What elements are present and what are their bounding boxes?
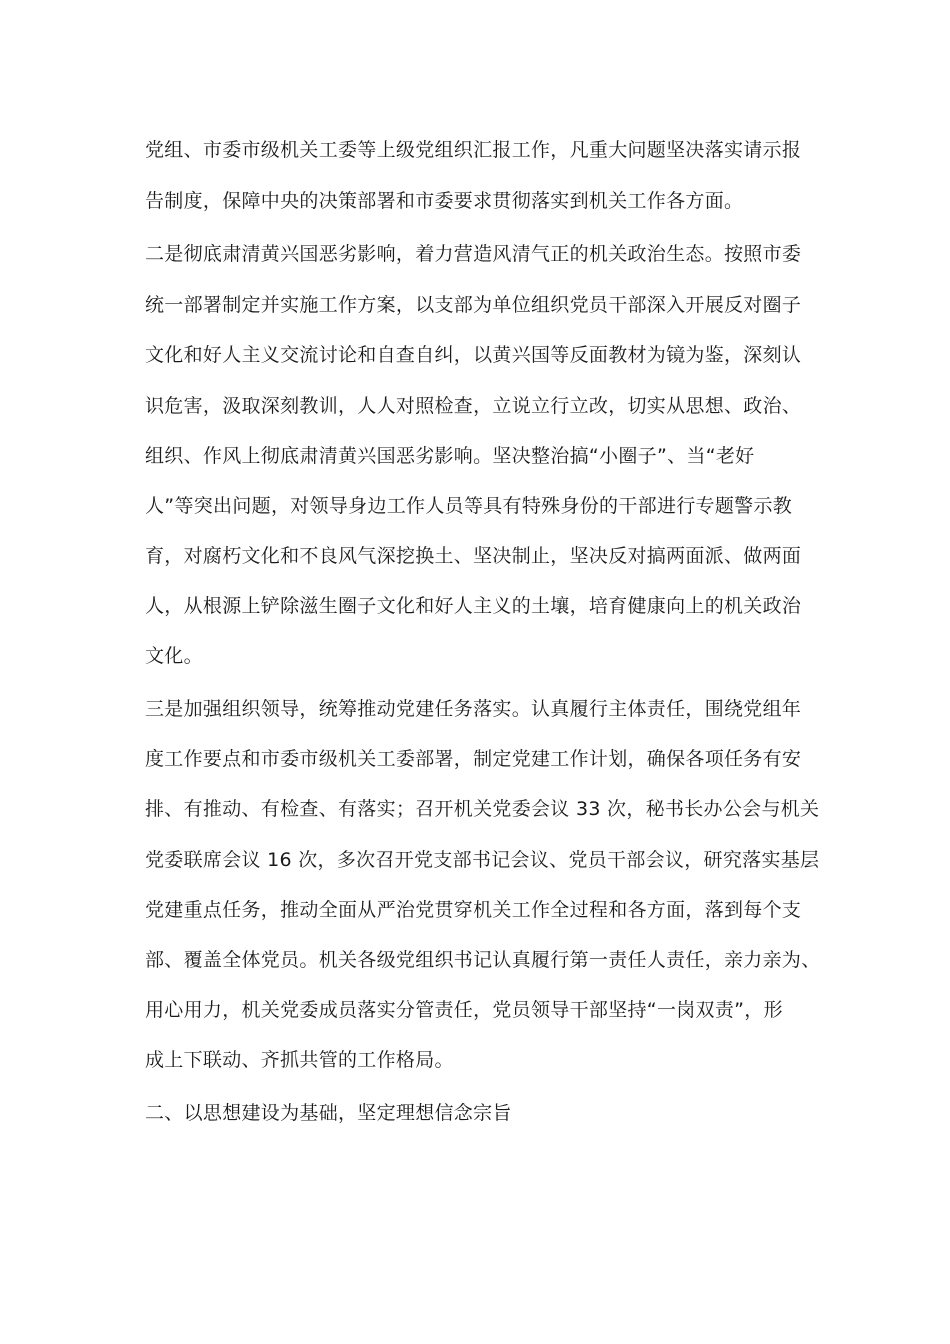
text-line: 成上下联动、齐抓共管的工作格局。 (145, 1049, 454, 1071)
text-line: 文化。 (145, 645, 203, 667)
text-line: 用心用力，机关党委成员落实分管责任，党员领导干部坚持“一岗双责”，形 (145, 999, 783, 1021)
text-line: 党组、市委市级机关工委等上级党组织汇报工作，凡重大问题坚决落实请示报 (145, 139, 802, 161)
section-heading: 二、以思想建设为基础，坚定理想信念宗旨 (145, 1102, 512, 1124)
text-line: 度工作要点和市委市级机关工委部署，制定党建工作计划，确保各项任务有安 (145, 748, 802, 770)
text-line: 党建重点任务，推动全面从严治党贯穿机关工作全过程和各方面，落到每个支 (145, 899, 802, 921)
text-line: 党委联席会议 16 次，多次召开党支部书记会议、党员干部会议，研究落实基层 (145, 849, 820, 871)
text-line: 二是彻底肃清黄兴国恶劣影响，着力营造风清气正的机关政治生态。按照市委 (145, 243, 802, 265)
text-line: 育，对腐朽文化和不良风气深挖换土、坚决制止，坚决反对搞两面派、做两面 (145, 545, 802, 567)
text-line: 部、覆盖全体党员。机关各级党组织书记认真履行第一责任人责任，亲力亲为、 (145, 949, 821, 971)
text-line: 统一部署制定并实施工作方案，以支部为单位组织党员干部深入开展反对圈子 (145, 294, 802, 316)
text-line: 文化和好人主义交流讨论和自查自纠，以黄兴国等反面教材为镜为鉴，深刻认 (145, 344, 802, 366)
text-line: 识危害，汲取深刻教训，人人对照检查，立说立行立改，切实从思想、政治、 (145, 395, 802, 417)
text-line: 人，从根源上铲除滋生圈子文化和好人主义的土壤，培育健康向上的机关政治 (145, 595, 802, 617)
text-line: 人”等突出问题，对领导身边工作人员等具有特殊身份的干部进行专题警示教 (145, 495, 793, 517)
text-line: 告制度，保障中央的决策部署和市委要求贯彻落实到机关工作各方面。 (145, 190, 744, 212)
text-line: 三是加强组织领导，统筹推动党建任务落实。认真履行主体责任，围绕党组年 (145, 698, 802, 720)
text-line: 排、有推动、有检查、有落实；召开机关党委会议 33 次，秘书长办公会与机关 (145, 798, 820, 820)
text-line: 组织、作风上彻底肃清黄兴国恶劣影响。坚决整治搞“小圈子”、当“老好 (145, 445, 755, 467)
